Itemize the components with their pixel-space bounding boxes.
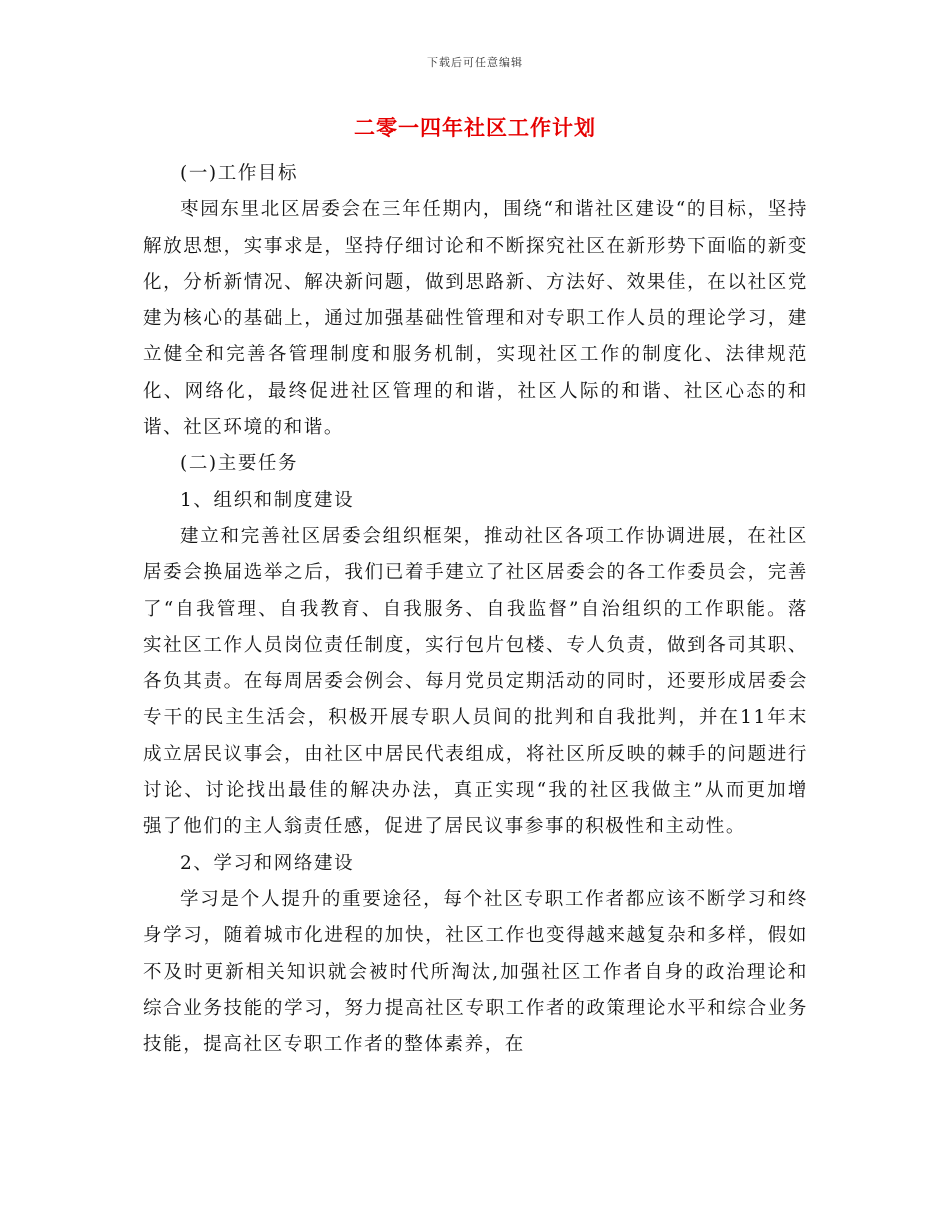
paragraph-goals: 枣园东里北区居委会在三年任期内，围绕“和谐社区建设“的目标，坚持解放思想，实事求是，坚持仔细讨论和不断探究社区在新形势下面临的新变化，分析新情况、解决新问题，做到思路新、方法好、效果佳，在以社区党建为核心的基础上，通过加强基础性管理和对专职工作人员的理论学习，建立健全和完善各管理制度和服务机制，实现社区工作的制度化、法律规范化、网络化，最终促进社区管理的和谐，社区人际的和谐、社区心态的和谐、社区环境的和谐。 (143, 199, 808, 439)
subheading-learning: 2、学习和网络建设 (180, 852, 355, 874)
paragraph-learning: 学习是个人提升的重要途径，每个社区专职工作者都应该不断学习和终身学习，随着城市化进程的加快，社区工作也变得越来越复杂和多样，假如不及时更新相关知识就会被时代所淘汰,加强社区工作者自身的政治理论和综合业务技能的学习，努力提高社区专职工作者的政策理论水平和综合业务技能，提高社区专职工作者的整体素养，在 (143, 888, 808, 1056)
paragraph-organization: 建立和完善社区居委会组织框架，推动社区各项工作协调进展，在社区居委会换届选举之后，我们已着手建立了社区居委会的各工作委员会，完善了“自我管理、自我教育、自我服务、自我监督”自治组织的工作职能。落实社区工作人员岗位责任制度，实行包片包楼、专人负责，做到各司其职、各负其责。在每周居委会例会、每月党员定期活动的同时，还要形成居委会专干的民主生活会，积极开展专职人员间的批判和自我批判，并在11年末成立居民议事会，由社区中居民代表组成，将社区所反映的棘手的问题进行讨论、讨论找出最佳的解决办法，真正实现“我的社区我做主”从而更加增强了他们的主人翁责任感，促进了居民议事参事的积极性和主动性。 (143, 525, 808, 838)
subheading-organization: 1、组织和制度建设 (180, 489, 355, 511)
section-heading-tasks: (二)主要任务 (180, 453, 299, 475)
section-heading-goals: (一)工作目标 (180, 163, 299, 184)
document-body (143, 156, 808, 1063)
document-title: 二零一四年社区工作计划 (354, 115, 596, 140)
header-note: 下载后可任意编辑 (427, 56, 523, 69)
